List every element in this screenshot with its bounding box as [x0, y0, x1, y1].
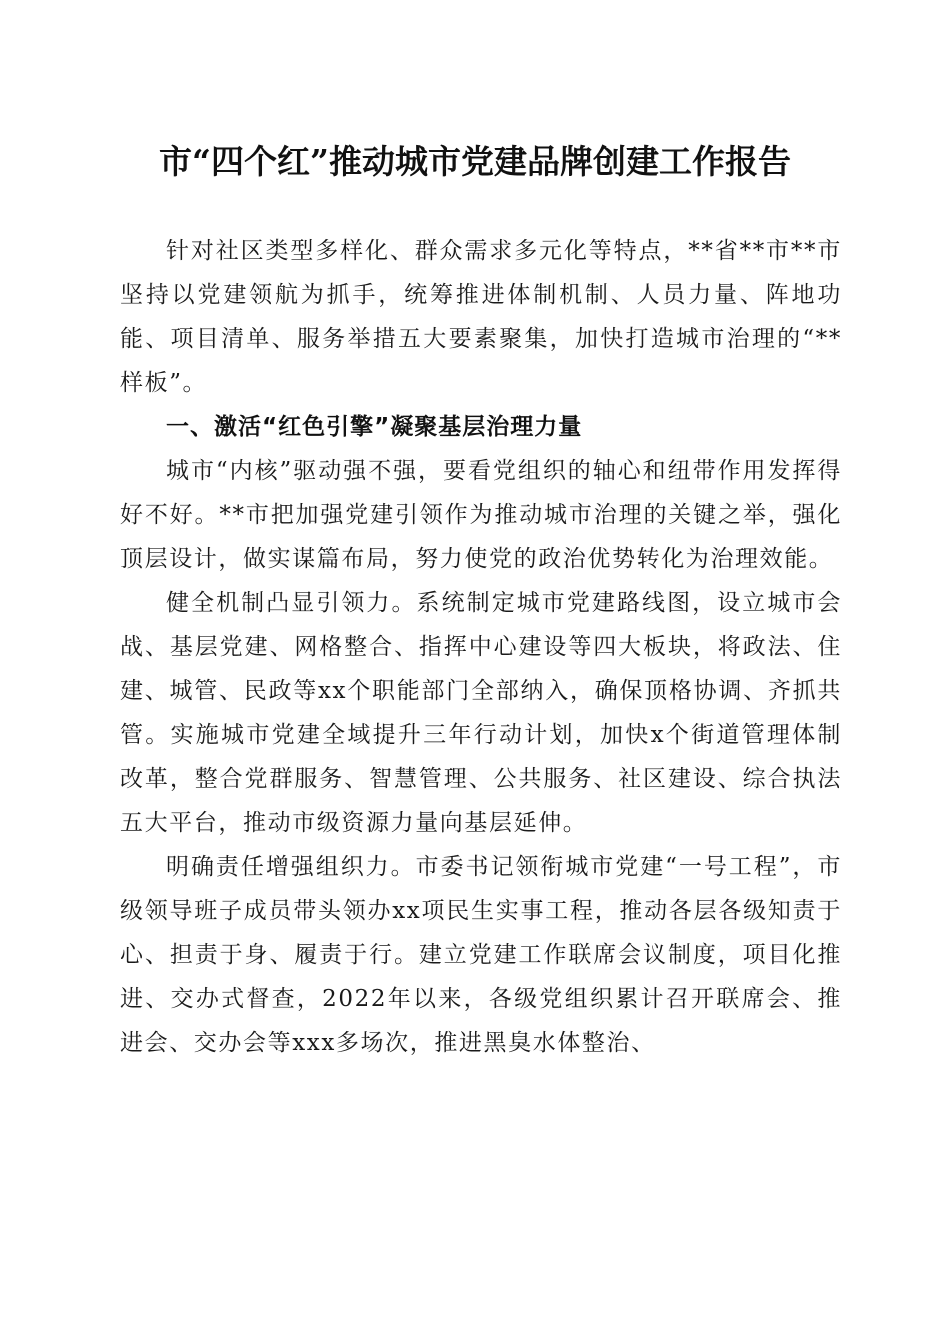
document-title: 市“四个红”推动城市党建品牌创建工作报告 [159, 142, 791, 181]
responsibility-paragraph: 明确责任增强组织力。市委书记领衔城市党建“一号工程”，市级领导班子成员带头领办xx项民生实事工程，推动各层各级知责于心、担责于身、履责于行。建立党建工作联席会议制度，项目化推进、交办式督查，2022年以来，各级党组织累计召开联席会、推进会、交办会等xxx多场次，推进黑臭水体整治、 [120, 854, 842, 1056]
intro-paragraph: 针对社区类型多样化、群众需求多元化等特点，**省**市**市坚持以党建领航为抓手，统筹推进体制机制、人员力量、阵地功能、项目清单、服务举措五大要素聚集，加快打造城市治理的“**样板”。 [120, 238, 842, 396]
mechanism-paragraph: 健全机制凸显引领力。系统制定城市党建路线图，设立城市会战、基层党建、网格整合、指挥中心建设等四大板块，将政法、住建、城管、民政等xx个职能部门全部纳入，确保顶格协调、齐抓共管。实施城市党建全域提升三年行动计划，加快x个街道管理体制改革，整合党群服务、智慧管理、公共服务、社区建设、综合执法五大平台，推动市级资源力量向基层延伸。 [120, 590, 842, 836]
section-intro-paragraph: 城市“内核”驱动强不强，要看党组织的轴心和纽带作用发挥得好不好。**市把加强党建引领作为推动城市治理的关键之举，强化顶层设计，做实谋篇布局，努力使党的政治优势转化为治理效能。 [120, 458, 842, 572]
section-heading: 一、激活“红色引擎”凝聚基层治理力量 [166, 414, 583, 440]
document-body [120, 229, 842, 1065]
